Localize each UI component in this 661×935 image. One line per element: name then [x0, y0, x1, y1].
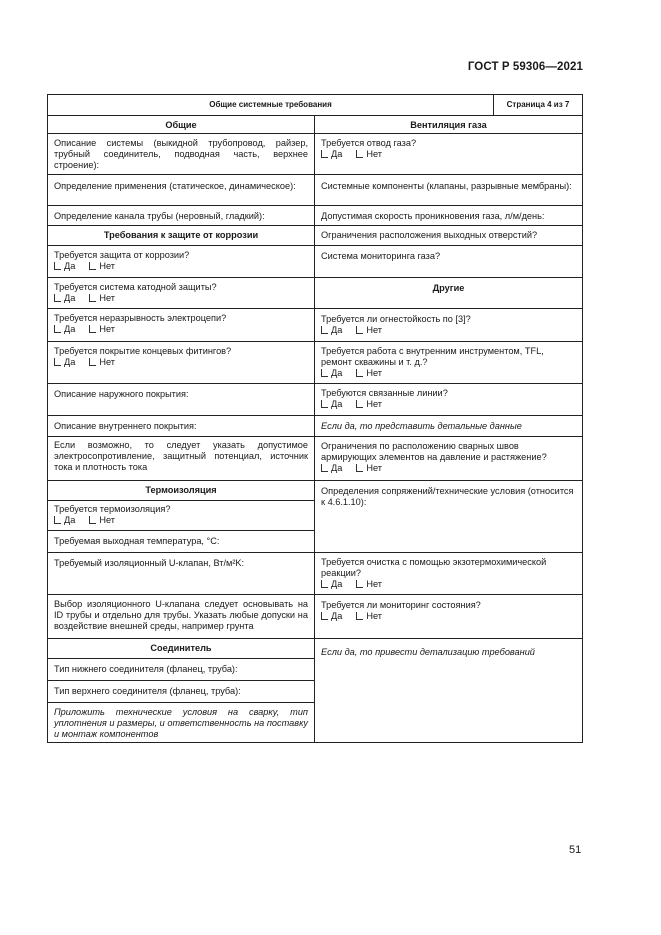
no-checkbox[interactable]: Нет — [356, 463, 382, 474]
gas-monitoring-field[interactable]: Система мониторинга газа? — [315, 246, 582, 278]
checkbox-icon — [356, 580, 363, 588]
checkbox-icon — [356, 400, 363, 408]
checkbox-icon — [356, 464, 363, 472]
requirements-detail-note: Если да, то привести детализацию требований — [321, 647, 535, 657]
condition-monitoring-question — [315, 595, 582, 639]
inner-coating-field[interactable]: Описание внутреннего покрытия: — [48, 416, 314, 437]
question-label: Требуется защита от коррозии? — [54, 250, 190, 260]
resistance-note: Если возможно, то следует указать допустимое электросопротивление, защитный потенциал, источник тока и плотность тока — [48, 437, 314, 481]
question-label: Требуется работа с внутренним инструментом, TFL, ремонт скважины и т. д.? — [321, 346, 544, 367]
no-checkbox[interactable]: Нет — [89, 515, 115, 526]
system-description-field[interactable]: Описание системы (выкидной трубопровод, райзер, трубный соединитель, подводная часть, верхнее строение): — [48, 134, 314, 175]
question-label: Требуется система катодной защиты? — [54, 282, 217, 292]
lower-connector-field[interactable]: Тип нижнего соединителя (фланец, труба): — [48, 659, 314, 681]
system-components-field[interactable]: Системные компоненты (клапаны, разрывные мембраны): — [315, 175, 582, 206]
yes-checkbox[interactable]: Да — [321, 368, 342, 379]
yes-checkbox[interactable]: Да — [54, 515, 75, 526]
end-fitting-coating-question — [48, 342, 314, 384]
outlet-location-field[interactable]: Ограничения расположения выходных отверстий? — [315, 226, 582, 246]
yes-checkbox[interactable]: Да — [321, 149, 342, 160]
table-header — [48, 95, 582, 116]
checkbox-icon — [321, 580, 328, 588]
associated-lines-question — [315, 384, 582, 416]
connector-specification-note: Приложить технические условия на сварку, тип уплотнения и размеры, и ответственность на поставку и монтаж компонентов — [54, 707, 308, 739]
section-insulation-heading: Термоизоляция — [48, 481, 314, 501]
internal-tools-question — [315, 342, 582, 384]
checkbox-icon — [89, 325, 96, 333]
interface-definitions-field[interactable]: Определения сопряжений/технические условия (относится к 4.6.1.10): — [315, 481, 582, 553]
checkbox-icon — [321, 150, 328, 158]
gas-venting-question — [315, 134, 582, 175]
yes-checkbox[interactable]: Да — [54, 293, 75, 304]
no-checkbox[interactable]: Нет — [89, 357, 115, 368]
checkbox-icon — [356, 326, 363, 334]
no-checkbox[interactable]: Нет — [356, 399, 382, 410]
page-indicator: Страница 4 из 7 — [493, 95, 582, 115]
yes-checkbox[interactable]: Да — [321, 463, 342, 474]
question-label: Ограничения по расположению сварных швов армирующих элементов на давление и растяжение? — [321, 441, 547, 462]
question-label: Требуется неразрывность электроцепи? — [54, 313, 227, 323]
question-label: Требуется очистка с помощью экзотермохимической реакции? — [321, 557, 547, 578]
checkbox-icon — [321, 464, 328, 472]
checkbox-icon — [356, 369, 363, 377]
no-checkbox[interactable]: Нет — [89, 293, 115, 304]
question-label: Требуется ли огнестойкость по [3]? — [321, 314, 471, 324]
no-checkbox[interactable]: Нет — [89, 261, 115, 272]
left-column — [48, 116, 315, 742]
no-checkbox[interactable]: Нет — [356, 579, 382, 590]
yes-checkbox[interactable]: Да — [54, 261, 75, 272]
question-label: Требуется отвод газа? — [321, 138, 417, 148]
checkbox-icon — [89, 294, 96, 302]
cathodic-protection-question — [48, 278, 314, 309]
checkbox-icon — [54, 516, 61, 524]
checkbox-icon — [321, 400, 328, 408]
requirements-table — [47, 94, 583, 743]
standard-number: ГОСТ Р 59306—2021 — [467, 61, 583, 73]
checkbox-icon — [89, 262, 96, 270]
checkbox-icon — [54, 325, 61, 333]
yes-checkbox[interactable]: Да — [321, 399, 342, 410]
checkbox-icon — [54, 294, 61, 302]
permeation-rate-field[interactable]: Допустимая скорость проникновения газа, л/м/день: — [315, 206, 582, 226]
checkbox-icon — [89, 516, 96, 524]
corrosion-protection-question — [48, 246, 314, 278]
question-label: Требуются связанные линии? — [321, 388, 448, 398]
application-definition-field[interactable]: Определение применения (статическое, динамическое): — [48, 175, 314, 206]
pipe-channel-field[interactable]: Определение канала трубы (неровный, гладкий): — [48, 206, 314, 226]
question-label: Требуется термоизоляция? — [54, 504, 171, 514]
checkbox-icon — [356, 612, 363, 620]
right-column — [315, 116, 582, 742]
exothermic-cleaning-question — [315, 553, 582, 595]
fire-resistance-question — [315, 309, 582, 342]
section-general-heading: Общие — [48, 116, 314, 134]
checkbox-icon — [54, 358, 61, 366]
electrical-continuity-question — [48, 309, 314, 342]
insulation-question — [48, 501, 314, 531]
checkbox-icon — [356, 150, 363, 158]
page-number: 51 — [569, 844, 582, 856]
section-other-heading: Другие — [315, 278, 582, 309]
u-value-field[interactable]: Требуемый изоляционный U-клапан, Вт/м²K: — [48, 553, 314, 595]
question-label: Требуется покрытие концевых фитингов? — [54, 346, 232, 356]
checkbox-icon — [54, 262, 61, 270]
upper-connector-field[interactable]: Тип верхнего соединителя (фланец, труба): — [48, 681, 314, 703]
checkbox-icon — [89, 358, 96, 366]
table-title: Общие системные требования — [209, 100, 332, 109]
weld-location-question — [315, 437, 582, 481]
u-value-note: Выбор изоляционного U-клапана следует основывать на ID трубы и отдельно для трубы. Указать любые допуски на воздействие внешней среды, например грунта — [48, 595, 314, 639]
yes-checkbox[interactable]: Да — [321, 611, 342, 622]
no-checkbox[interactable]: Нет — [356, 325, 382, 336]
no-checkbox[interactable]: Нет — [89, 324, 115, 335]
question-label: Требуется ли мониторинг состояния? — [321, 600, 481, 610]
section-gas-venting-heading: Вентиляция газа — [315, 116, 582, 134]
yes-checkbox[interactable]: Да — [321, 325, 342, 336]
no-checkbox[interactable]: Нет — [356, 368, 382, 379]
outer-coating-field[interactable]: Описание наружного покрытия: — [48, 384, 314, 416]
checkbox-icon — [321, 369, 328, 377]
detail-data-note: Если да, то представить детальные данные — [315, 416, 582, 437]
yes-checkbox[interactable]: Да — [321, 579, 342, 590]
checkbox-icon — [321, 612, 328, 620]
checkbox-icon — [321, 326, 328, 334]
no-checkbox[interactable]: Нет — [356, 149, 382, 160]
no-checkbox[interactable]: Нет — [356, 611, 382, 622]
section-connector-heading: Соединитель — [48, 639, 314, 659]
yes-checkbox[interactable]: Да — [54, 324, 75, 335]
yes-checkbox[interactable]: Да — [54, 357, 75, 368]
outlet-temperature-field[interactable]: Требуемая выходная температура, °C: — [48, 531, 314, 553]
section-corrosion-heading: Требования к защите от коррозии — [48, 226, 314, 246]
